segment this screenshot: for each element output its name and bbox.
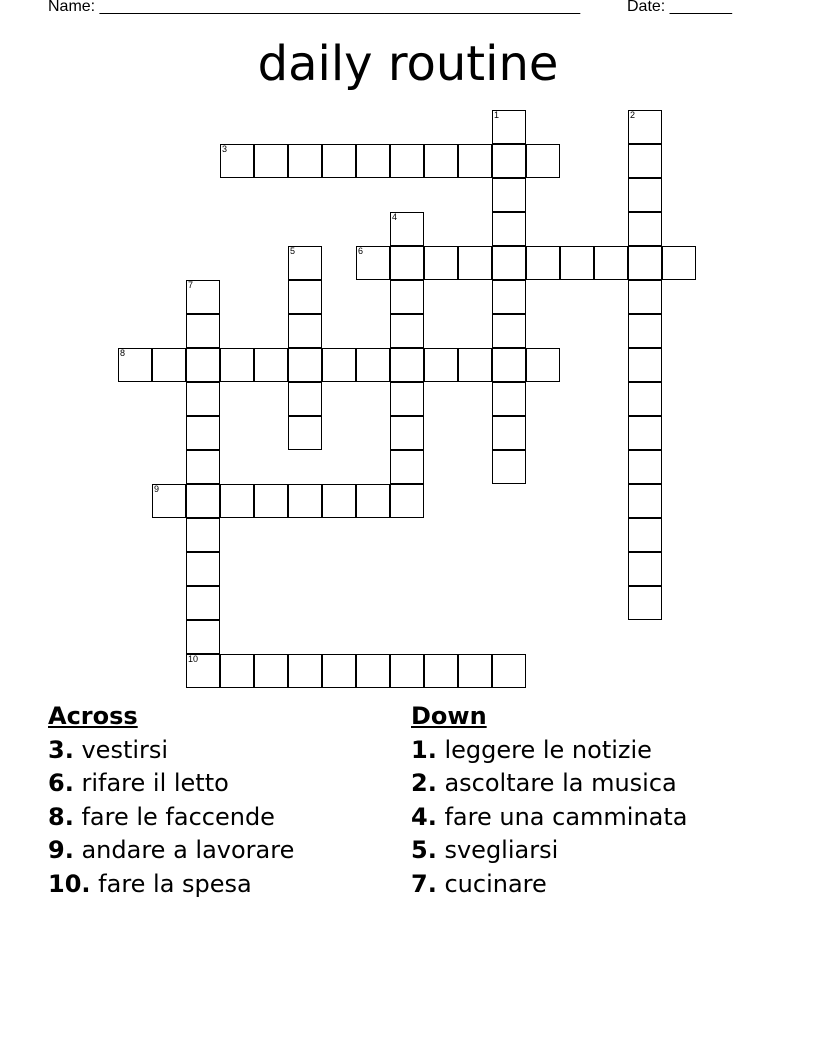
clue-number: 7. — [411, 869, 437, 898]
grid-cell[interactable] — [152, 348, 186, 382]
grid-cell[interactable] — [288, 246, 322, 280]
grid-cell[interactable] — [390, 450, 424, 484]
grid-cell[interactable] — [288, 382, 322, 416]
grid-cell[interactable] — [186, 620, 220, 654]
grid-cell[interactable] — [220, 348, 254, 382]
grid-cell[interactable] — [628, 382, 662, 416]
grid-cell[interactable] — [220, 654, 254, 688]
grid-cell[interactable] — [628, 552, 662, 586]
grid-cell[interactable] — [186, 314, 220, 348]
grid-cell[interactable] — [390, 654, 424, 688]
grid-cell[interactable] — [628, 484, 662, 518]
grid-cell[interactable] — [628, 212, 662, 246]
grid-cell[interactable] — [254, 484, 288, 518]
grid-cell[interactable] — [356, 484, 390, 518]
grid-cell[interactable] — [662, 246, 696, 280]
grid-cell[interactable] — [152, 484, 186, 518]
grid-cell[interactable] — [356, 246, 390, 280]
cell-number: 2 — [630, 110, 636, 120]
grid-cell[interactable] — [526, 348, 560, 382]
clue-across-6 — [48, 767, 294, 801]
grid-cell[interactable] — [390, 212, 424, 246]
clue-across-9 — [48, 834, 294, 868]
grid-cell[interactable] — [458, 246, 492, 280]
grid-cell[interactable] — [288, 280, 322, 314]
grid-cell[interactable] — [186, 484, 220, 518]
grid-cell[interactable] — [390, 484, 424, 518]
grid-cell[interactable] — [186, 654, 220, 688]
clue-text: fare le faccende — [81, 802, 275, 831]
clue-text: cucinare — [444, 869, 547, 898]
clue-number: 6. — [48, 769, 74, 797]
cell-number: 5 — [290, 246, 296, 256]
grid-cell[interactable] — [254, 144, 288, 178]
grid-cell[interactable] — [458, 654, 492, 688]
clue-number: 2. — [411, 769, 437, 797]
grid-cell[interactable] — [526, 144, 560, 178]
clue-down-1 — [411, 734, 687, 768]
clue-text: fare la spesa — [98, 869, 252, 898]
across-heading: Across — [48, 702, 138, 730]
clue-number: 5. — [411, 836, 437, 864]
grid-cell[interactable] — [492, 416, 526, 450]
grid-cell[interactable] — [220, 144, 254, 178]
grid-cell[interactable] — [288, 314, 322, 348]
grid-cell[interactable] — [628, 178, 662, 212]
grid-cell[interactable] — [356, 348, 390, 382]
grid-cell[interactable] — [186, 586, 220, 620]
grid-cell[interactable] — [322, 484, 356, 518]
clue-text: rifare il letto — [81, 769, 229, 797]
grid-cell[interactable] — [390, 382, 424, 416]
grid-cell[interactable] — [560, 246, 594, 280]
clue-number: 8. — [48, 802, 74, 831]
grid-cell[interactable] — [628, 586, 662, 620]
grid-cell[interactable] — [356, 144, 390, 178]
grid-cell[interactable] — [390, 144, 424, 178]
grid-cell[interactable] — [492, 178, 526, 212]
grid-cell[interactable] — [424, 144, 458, 178]
grid-cell[interactable] — [322, 654, 356, 688]
grid-cell[interactable] — [628, 110, 662, 144]
grid-cell[interactable] — [390, 416, 424, 450]
clue-down-5 — [411, 834, 687, 868]
grid-cell[interactable] — [458, 348, 492, 382]
grid-cell[interactable] — [628, 416, 662, 450]
page-title: daily routine — [257, 36, 559, 92]
across-clues — [48, 700, 294, 901]
grid-cell[interactable] — [492, 280, 526, 314]
grid-cell[interactable] — [288, 144, 322, 178]
grid-cell[interactable] — [526, 246, 560, 280]
grid-cell[interactable] — [628, 450, 662, 484]
clue-number: 10. — [48, 869, 91, 898]
grid-cell[interactable] — [186, 552, 220, 586]
clue-down-2 — [411, 767, 687, 801]
grid-cell[interactable] — [424, 246, 458, 280]
grid-cell[interactable] — [628, 280, 662, 314]
grid-cell[interactable] — [424, 348, 458, 382]
clue-number: 4. — [411, 802, 437, 831]
clue-number: 3. — [48, 735, 74, 764]
grid-cell[interactable] — [492, 110, 526, 144]
date-field-line: Date: _______ — [627, 0, 732, 15]
clue-text: svegliarsi — [444, 836, 559, 864]
grid-cell[interactable] — [424, 654, 458, 688]
grid-cell[interactable] — [288, 348, 322, 382]
clue-across-3 — [48, 734, 294, 768]
grid-cell[interactable] — [186, 280, 220, 314]
grid-cell[interactable] — [628, 314, 662, 348]
grid-cell[interactable] — [492, 246, 526, 280]
cell-number: 4 — [392, 212, 398, 222]
clue-text: andare a lavorare — [81, 836, 295, 864]
grid-cell[interactable] — [288, 416, 322, 450]
grid-cell[interactable] — [594, 246, 628, 280]
grid-cell[interactable] — [492, 348, 526, 382]
grid-cell[interactable] — [628, 144, 662, 178]
grid-cell[interactable] — [492, 450, 526, 484]
grid-cell[interactable] — [288, 484, 322, 518]
grid-cell[interactable] — [628, 518, 662, 552]
cell-number: 1 — [494, 110, 500, 120]
cell-number: 9 — [154, 484, 160, 494]
clue-text: vestirsi — [81, 735, 169, 764]
grid-cell[interactable] — [492, 654, 526, 688]
down-heading: Down — [411, 702, 487, 730]
cell-number: 10 — [188, 654, 199, 664]
clue-across-8 — [48, 801, 294, 835]
clue-text: leggere le notizie — [444, 735, 652, 764]
name-field-line: Name: ______________________________________________________ — [48, 0, 581, 15]
grid-cell[interactable] — [390, 280, 424, 314]
clue-down-4 — [411, 801, 687, 835]
clue-down-7 — [411, 868, 687, 902]
grid-cell[interactable] — [288, 654, 322, 688]
cell-number: 6 — [358, 246, 364, 256]
clue-across-10 — [48, 868, 294, 902]
grid-cell[interactable] — [390, 348, 424, 382]
cell-number: 8 — [120, 348, 126, 358]
cell-number: 7 — [188, 280, 194, 290]
grid-cell[interactable] — [390, 246, 424, 280]
grid-cell[interactable] — [118, 348, 152, 382]
grid-cell[interactable] — [628, 246, 662, 280]
clue-text: ascoltare la musica — [444, 769, 677, 797]
grid-cell[interactable] — [220, 484, 254, 518]
grid-cell[interactable] — [458, 144, 492, 178]
grid-cell[interactable] — [492, 314, 526, 348]
grid-cell[interactable] — [322, 144, 356, 178]
clue-number: 9. — [48, 836, 74, 864]
grid-cell[interactable] — [628, 348, 662, 382]
cell-number: 3 — [222, 144, 228, 154]
grid-cell[interactable] — [492, 382, 526, 416]
grid-cell[interactable] — [390, 314, 424, 348]
grid-cell[interactable] — [492, 144, 526, 178]
down-clues — [411, 700, 687, 901]
grid-cell[interactable] — [356, 654, 390, 688]
grid-cell[interactable] — [492, 212, 526, 246]
grid-cell[interactable] — [186, 348, 220, 382]
grid-cell[interactable] — [186, 450, 220, 484]
grid-cell[interactable] — [254, 348, 288, 382]
grid-cell[interactable] — [186, 382, 220, 416]
clue-text: fare una camminata — [444, 802, 688, 831]
clue-number: 1. — [411, 735, 437, 764]
grid-cell[interactable] — [322, 348, 356, 382]
grid-cell[interactable] — [186, 518, 220, 552]
grid-cell[interactable] — [254, 654, 288, 688]
grid-cell[interactable] — [186, 416, 220, 450]
